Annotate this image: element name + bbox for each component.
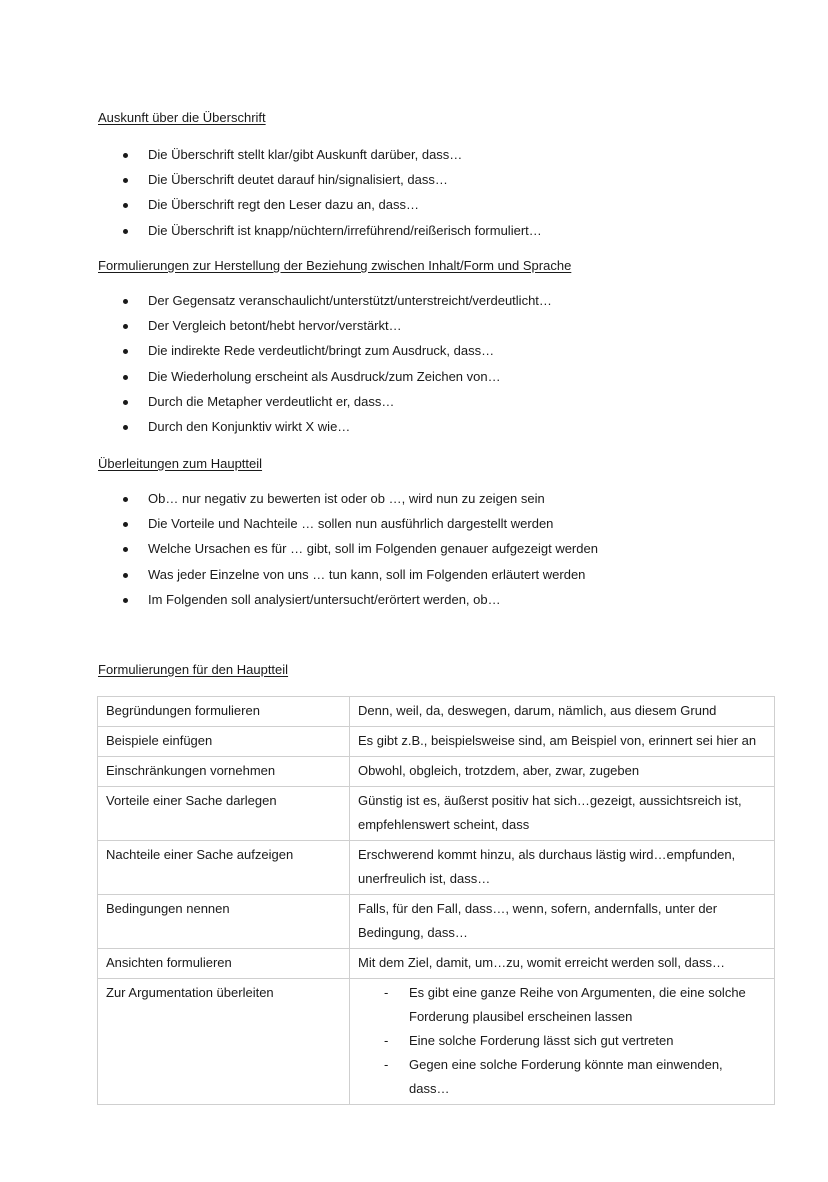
- table-cell-text: Erschwerend kommt hinzu, als durchaus lästig wird…empfunden, unerfreulich ist, dass…: [350, 841, 775, 895]
- table-cell-label: Zur Argumentation überleiten: [98, 979, 350, 1105]
- table-cell-text: Falls, für den Fall, dass…, wenn, sofern, andernfalls, unter der Bedingung, dass…: [350, 895, 775, 949]
- list-item: Was jeder Einzelne von uns … tun kann, soll im Folgenden erläutert werden: [98, 567, 598, 592]
- table-row: [98, 757, 775, 787]
- list-item: Im Folgenden soll analysiert/untersucht/erörtert werden, ob…: [98, 592, 598, 617]
- list-item: Welche Ursachen es für … gibt, soll im Folgenden genauer aufgezeigt werden: [98, 541, 598, 566]
- bullet-list-ueberleitungen: [98, 491, 598, 617]
- list-item: Durch den Konjunktiv wirkt X wie…: [98, 419, 552, 444]
- table-row: [98, 895, 775, 949]
- table-row: [98, 949, 775, 979]
- list-item: Der Vergleich betont/hebt hervor/verstärkt…: [98, 318, 552, 343]
- section-heading-ueberleitungen: Überleitungen zum Hauptteil: [98, 456, 263, 471]
- list-item: Die indirekte Rede verdeutlicht/bringt zum Ausdruck, dass…: [98, 343, 552, 368]
- bullet-list-ueberschrift: [98, 147, 542, 248]
- section-heading-beziehung: Formulierungen zur Herstellung der Beziehung zwischen Inhalt/Form und Sprache: [98, 258, 572, 273]
- list-item: - Gegen eine solche Forderung könnte man einwenden, dass…: [358, 1053, 766, 1101]
- table-cell-label: Nachteile einer Sache aufzeigen: [98, 841, 350, 895]
- table-cell-dash-list: [350, 979, 775, 1105]
- phrases-table: [97, 696, 775, 1105]
- table-cell-label: Begründungen formulieren: [98, 697, 350, 727]
- table-cell-label: Beispiele einfügen: [98, 727, 350, 757]
- list-item: Die Überschrift deutet darauf hin/signalisiert, dass…: [98, 172, 542, 197]
- table-cell-text: Mit dem Ziel, damit, um…zu, womit erreicht werden soll, dass…: [350, 949, 775, 979]
- section-heading-ueberschrift: Auskunft über die Überschrift: [98, 110, 266, 125]
- table-cell-text: Günstig ist es, äußerst positiv hat sich…gezeigt, aussichtsreich ist, empfehlenswert scheint, dass: [350, 787, 775, 841]
- table-cell-text: Obwohl, obgleich, trotzdem, aber, zwar, zugeben: [350, 757, 775, 787]
- table-cell-label: Ansichten formulieren: [98, 949, 350, 979]
- list-item: Ob… nur negativ zu bewerten ist oder ob …, wird nun zu zeigen sein: [98, 491, 598, 516]
- table-row: [98, 841, 775, 895]
- table-row: [98, 697, 775, 727]
- list-item: - Es gibt eine ganze Reihe von Argumenten, die eine solche Forderung plausibel erscheinen lassen: [358, 981, 766, 1029]
- table-row: [98, 787, 775, 841]
- list-item: Durch die Metapher verdeutlicht er, dass…: [98, 394, 552, 419]
- list-item: - Eine solche Forderung lässt sich gut vertreten: [358, 1029, 766, 1053]
- table-cell-label: Bedingungen nennen: [98, 895, 350, 949]
- list-item: Die Überschrift regt den Leser dazu an, dass…: [98, 197, 542, 222]
- list-item: Die Wiederholung erscheint als Ausdruck/zum Zeichen von…: [98, 369, 552, 394]
- table-cell-label: Einschränkungen vornehmen: [98, 757, 350, 787]
- list-item: Die Überschrift ist knapp/nüchtern/irreführend/reißerisch formuliert…: [98, 223, 542, 248]
- table-row: [98, 979, 775, 1105]
- table-row: [98, 727, 775, 757]
- list-item: Der Gegensatz veranschaulicht/unterstützt/unterstreicht/verdeutlicht…: [98, 293, 552, 318]
- list-item: Die Vorteile und Nachteile … sollen nun ausführlich dargestellt werden: [98, 516, 598, 541]
- bullet-list-beziehung: [98, 293, 552, 444]
- section-heading-hauptteil: Formulierungen für den Hauptteil: [98, 662, 289, 677]
- table-cell-text: Es gibt z.B., beispielsweise sind, am Beispiel von, erinnert sei hier an: [350, 727, 775, 757]
- list-item: Die Überschrift stellt klar/gibt Auskunft darüber, dass…: [98, 147, 542, 172]
- dash-list: [358, 981, 766, 1101]
- table-cell-label: Vorteile einer Sache darlegen: [98, 787, 350, 841]
- table-cell-text: Denn, weil, da, deswegen, darum, nämlich, aus diesem Grund: [350, 697, 775, 727]
